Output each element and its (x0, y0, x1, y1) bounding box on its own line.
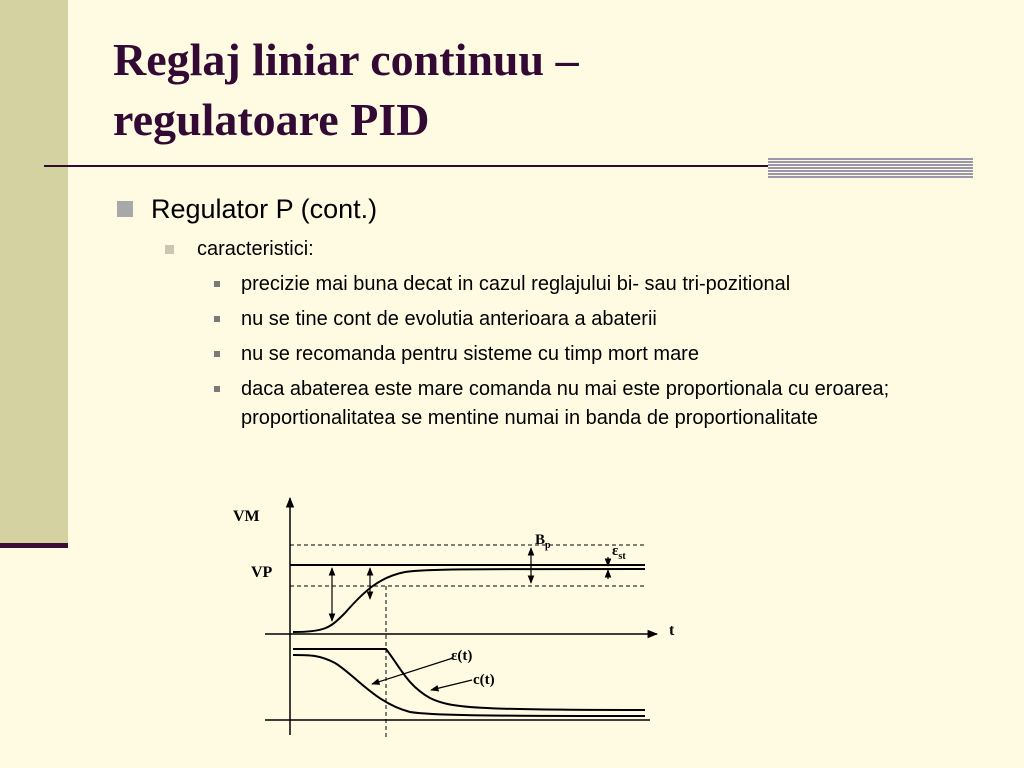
title-line-2: regulatoare PID (113, 94, 430, 145)
bullet-level-3-item (214, 305, 944, 334)
label-bp-sub: p (545, 540, 551, 551)
bullet-level-3-item (214, 340, 944, 369)
title-line-1: Reglaj liniar continuu – (113, 34, 579, 85)
bullet-level-1-text: Regulator P (cont.) (151, 194, 378, 224)
label-bp-main: B (535, 532, 546, 548)
c-leader (431, 680, 472, 690)
label-vp: VP (251, 564, 273, 581)
bullet-square-icon (214, 316, 220, 322)
title-divider (44, 165, 824, 167)
label-est-main: ε (612, 543, 619, 559)
left-decor-rule (0, 543, 68, 548)
bullet-level-3-item (214, 375, 944, 433)
bullet-level-3-list (214, 270, 944, 439)
bullet-level-3-text: nu se tine cont de evolutia anterioara a abaterii (241, 308, 657, 330)
bullet-square-icon (214, 281, 220, 287)
label-t: t (669, 622, 675, 639)
bullet-square-icon (214, 351, 220, 357)
label-bp (535, 532, 551, 551)
label-vm: VM (233, 508, 260, 525)
label-est-sub: st (618, 551, 626, 562)
bullet-level-3-text: precizie mai buna decat in cazul reglajului bi- sau tri-pozitional (241, 273, 791, 295)
bullet-square-icon (165, 245, 174, 254)
slide-title (113, 30, 913, 150)
title-accent-bar (768, 158, 973, 178)
bullet-level-2-text: caracteristici: (197, 238, 314, 260)
bullet-level-3-text: daca abaterea este mare comanda nu mai este proportionala cu eroarea; proportionalitatea se mentine numai in banda de proportionalitate (241, 378, 890, 429)
regulator-p-diagram (225, 495, 675, 755)
bullet-level-3-text: nu se recomanda pentru sisteme cu timp mort mare (241, 343, 699, 365)
eps-leader (372, 658, 453, 684)
label-est (612, 543, 626, 562)
label-eps-t: ε(t) (451, 648, 473, 664)
response-curve (293, 569, 645, 632)
bullet-square-icon (117, 201, 133, 217)
label-c-t: c(t) (473, 672, 495, 688)
left-decor-band (0, 0, 68, 545)
bullet-square-icon (214, 386, 220, 392)
bullet-level-3-item (214, 270, 944, 299)
